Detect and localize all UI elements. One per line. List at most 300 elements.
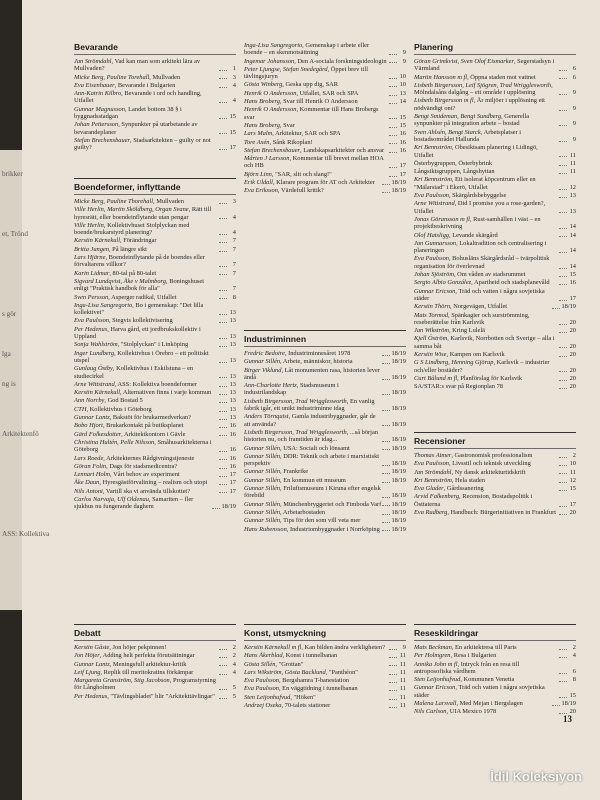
entry-page-number: 10	[569, 460, 576, 468]
entry-text	[244, 694, 388, 701]
dot-leader	[219, 133, 227, 134]
dot-leader	[382, 505, 390, 506]
author-separator: ,	[103, 454, 107, 462]
entry-author: Inga-Lisa Sangregorio	[244, 42, 303, 49]
index-entry	[414, 684, 576, 699]
entry-title: Bevarande i ord och handling, Utfallet	[74, 90, 202, 105]
entry-page-number: 15	[569, 485, 576, 493]
entry-title: Träd och vatten i några sovjetiska städer	[414, 684, 545, 699]
dot-leader	[559, 514, 567, 515]
entry-author: Erik Uldall	[244, 179, 273, 187]
entry-text	[244, 147, 388, 154]
author-separator: ,	[493, 359, 497, 367]
index-entry	[74, 270, 236, 277]
index-entry	[74, 381, 236, 388]
author-separator: ,	[105, 254, 109, 262]
entry-title: Rätt till hyresrätt, eller boendeinflytande utan pengar	[74, 206, 212, 221]
dot-leader	[219, 459, 227, 460]
dot-leader	[219, 290, 227, 291]
entry-title: Mullvaden	[156, 198, 184, 205]
entry-author: Eva Paulsson	[414, 460, 449, 468]
entry-author: Christina Hultén, Pelle Nilsson	[74, 438, 155, 446]
entry-author: Hans Rubensson	[244, 525, 287, 533]
author-separator: ,	[280, 485, 284, 493]
entry-title: Dags för stadsmedicentra?	[109, 462, 178, 470]
entry-page-number: 18/19	[391, 358, 406, 366]
author-separator: ,	[110, 471, 114, 479]
entry-page-number: 11	[399, 652, 406, 660]
dot-leader	[389, 95, 397, 96]
author-separator: ,	[114, 380, 118, 388]
index-entry	[414, 271, 576, 278]
entry-text	[414, 58, 558, 73]
index-entry	[74, 389, 236, 396]
entry-page-number: 6	[572, 73, 576, 81]
entry-page-number: 5	[232, 692, 236, 700]
entry-title: Förändringar	[123, 237, 157, 245]
author-separator: ,	[275, 660, 279, 668]
entry-text	[244, 413, 381, 428]
author-separator: ,	[280, 517, 284, 525]
entry-text	[74, 677, 218, 692]
entry-title: Geska upp dig, SAR	[285, 81, 339, 89]
author-separator: ,	[300, 146, 304, 154]
index-entry	[244, 453, 406, 468]
entry-title: Svar	[283, 121, 295, 129]
author-separator: ,	[86, 405, 90, 413]
entry-list	[74, 58, 236, 152]
entry-title: Rust-samhällen i väst – en projektbeskrivning	[414, 215, 541, 231]
author-separator: ,	[301, 644, 305, 651]
entry-title: Om våden av stadsrummet	[457, 271, 526, 279]
entry-page-number: 15	[229, 113, 236, 121]
entry-author: Eva Rudberg	[414, 509, 448, 517]
section-konst	[244, 624, 406, 710]
entry-author: G S Lindberg, Henning Gjörup	[414, 359, 494, 367]
entry-title: Österbygruppen, Österbybrink	[414, 159, 493, 167]
dot-leader	[559, 189, 567, 190]
entry-title: Kommentar till Hans Brobergs svar	[244, 106, 379, 121]
entry-author: Jan Gunnarsson	[414, 239, 457, 247]
dot-leader	[382, 514, 390, 515]
index-entry	[74, 350, 236, 365]
entry-text	[74, 389, 218, 396]
entry-author: Lars Roede	[74, 454, 104, 462]
index-entry	[414, 216, 576, 231]
author-separator: ,	[114, 349, 118, 357]
entry-text	[244, 350, 381, 357]
entry-title: Arbete, människor, historia	[282, 358, 353, 366]
entry-page-number: 20	[569, 374, 576, 382]
index-entry	[244, 98, 406, 105]
entry-page-number: 18/19	[561, 700, 576, 708]
author-separator: ,	[279, 121, 284, 129]
entry-text	[414, 255, 558, 270]
entry-text	[414, 477, 558, 484]
entry-title: "Tävlingsbladet" blir "Arkitekttävlingar"	[110, 692, 215, 700]
entry-page-number: 8	[232, 293, 236, 301]
entry-text	[74, 455, 218, 462]
entry-page-number: 14	[569, 262, 576, 270]
dot-leader	[559, 228, 567, 229]
dot-leader	[219, 266, 227, 267]
entry-page-number: 13	[229, 397, 236, 405]
dot-leader	[559, 380, 567, 381]
index-entry	[74, 58, 236, 73]
entry-title: Den A-sociala forskningsideologin	[297, 57, 387, 65]
entry-page-number: 18/19	[391, 476, 406, 484]
entry-text	[414, 684, 558, 699]
entry-text	[244, 42, 388, 57]
index-entry	[414, 383, 576, 390]
index-entry	[244, 382, 406, 397]
section-continued	[244, 42, 406, 196]
entry-text	[414, 485, 558, 492]
entry-text	[74, 693, 218, 700]
index-entry	[244, 477, 406, 484]
entry-text	[74, 302, 218, 317]
section-heading: Reseskildringar	[414, 628, 576, 641]
entry-page-number: 11	[399, 668, 406, 676]
entry-author: Nils Carlson	[414, 708, 447, 716]
entry-page-number: 14	[569, 223, 576, 231]
entry-text	[74, 106, 218, 121]
dot-leader	[559, 482, 567, 483]
index-entry	[414, 493, 576, 508]
entry-page-number: 2	[232, 644, 236, 651]
entry-title: Gastronomisk professionalism	[454, 452, 533, 459]
dot-leader	[552, 308, 560, 309]
entry-author: Jon Höjer	[74, 652, 100, 660]
dot-leader	[219, 435, 227, 436]
author-separator: ,	[448, 327, 453, 335]
author-separator: ,	[280, 508, 283, 516]
entry-author: Mats Beckman	[414, 644, 452, 651]
entry-text	[74, 222, 218, 237]
entry-page-number: 18/19	[221, 503, 236, 511]
index-entry	[244, 485, 406, 500]
entry-text	[244, 468, 381, 475]
dot-leader	[389, 118, 397, 119]
entry-author: Fredric Bedoire	[244, 350, 285, 357]
entry-page-number: 12	[569, 476, 576, 484]
dot-leader	[389, 657, 397, 658]
entry-author: Olof Hatsligg	[414, 231, 449, 239]
index-entry	[74, 294, 236, 301]
entry-text	[244, 66, 388, 81]
entry-page-number: 9	[402, 644, 406, 651]
dot-leader	[559, 697, 567, 698]
entry-title: Stegvis kollektivisering	[112, 317, 173, 325]
entry-text	[414, 375, 558, 382]
entry-page-number: 13	[229, 380, 236, 388]
index-entry	[244, 517, 406, 524]
entry-page-number: 18/19	[391, 492, 406, 500]
section-heading: Debatt	[74, 628, 236, 641]
entry-author: Mats Tormod	[414, 311, 449, 319]
entry-author: Ann-Katrin Kilbro	[74, 90, 122, 98]
dot-leader	[389, 707, 397, 708]
author-separator: ,	[280, 468, 284, 476]
entry-author: Gunnar Sillén	[244, 476, 281, 484]
entry-text	[74, 317, 218, 324]
dot-leader	[559, 70, 567, 71]
entry-page-number: 20	[569, 327, 576, 335]
entry-title: Industriombyggnader i Norrköping	[289, 525, 380, 533]
section-heading: Planering	[414, 42, 576, 55]
entry-text	[244, 358, 381, 365]
index-entry	[74, 414, 236, 421]
entry-text	[414, 460, 558, 467]
index-entry	[414, 288, 576, 303]
section-heading: Recensioner	[414, 436, 576, 449]
entry-author: Sergio Albio González	[414, 279, 472, 287]
author-separator: ,	[102, 422, 107, 430]
entry-page-number: 4	[232, 660, 236, 668]
entry-title: Vartill ska vi använda tillskottet?	[105, 487, 191, 495]
entry-page-number: 4	[572, 652, 576, 660]
entry-author: Birger Viklund	[244, 366, 282, 374]
entry-text	[414, 351, 558, 358]
entry-page-number: 18/19	[561, 303, 576, 311]
entry-title: Resa i Bulgarien	[453, 652, 497, 660]
entry-author: Martin Hansson m fl	[414, 73, 468, 81]
entry-author: Gösta Sillén	[244, 660, 276, 668]
entry-title: Recension, Bostadspolitik i Östtaterna	[414, 493, 533, 508]
entry-title: Norgevägen, Utfallet	[453, 303, 508, 311]
index-entry	[74, 397, 236, 404]
dot-leader	[219, 484, 227, 485]
index-entry	[244, 644, 406, 651]
entry-text	[414, 303, 551, 310]
entry-page-number: 3	[232, 198, 236, 205]
author-separator: ,	[280, 500, 284, 508]
entry-title: Kan bilden ändra verkligheten?	[304, 644, 385, 651]
dot-leader	[219, 251, 227, 252]
entry-page-number: 9	[402, 57, 406, 65]
entry-author: CTH	[74, 405, 87, 413]
entry-page-number: 15	[569, 691, 576, 699]
entry-title: "SAR, slit och slang!"	[275, 170, 332, 178]
index-entry	[244, 358, 406, 365]
dot-leader	[559, 681, 567, 682]
entry-author: Sten Leijonhufvud	[244, 693, 291, 701]
author-separator: ,	[446, 350, 450, 358]
author-separator: ,	[279, 98, 284, 106]
entry-title: På längre sikt	[112, 245, 147, 253]
entry-text	[74, 294, 218, 301]
entry-page-number: 11	[399, 677, 406, 685]
entry-list	[244, 350, 406, 533]
entry-author: Malena Larsvall	[414, 700, 457, 708]
entry-text	[414, 708, 558, 715]
dot-leader	[389, 127, 397, 128]
author-separator: ,	[111, 58, 115, 65]
author-separator: ,	[107, 325, 111, 333]
author-separator: ,	[109, 644, 113, 651]
entry-author: Micke Berg, Pauline Torehall	[74, 73, 150, 81]
entry-text	[74, 381, 218, 388]
entry-text	[244, 367, 381, 382]
entry-title: Vårt behov av experiment	[113, 471, 180, 479]
dot-leader	[389, 78, 397, 79]
author-separator: ,	[281, 702, 285, 710]
index-entry	[74, 326, 236, 341]
entry-page-number: 17	[229, 487, 236, 495]
entry-text	[74, 90, 218, 105]
entry-page-number: 1	[232, 65, 236, 73]
dot-leader	[389, 103, 397, 104]
entry-text	[74, 471, 218, 478]
entry-title: Meningsfull arkitektur-kritik	[112, 660, 187, 668]
dot-leader	[559, 284, 567, 285]
dot-leader	[559, 388, 567, 389]
entry-text	[74, 137, 218, 152]
bleed-text: Arkitektenfö	[2, 430, 39, 438]
entry-page-number: 10	[399, 81, 406, 89]
entry-text	[244, 644, 388, 651]
dot-leader	[219, 427, 227, 428]
dot-leader	[219, 657, 227, 658]
dot-leader	[219, 492, 227, 493]
entry-text	[414, 469, 558, 476]
entry-text	[244, 155, 388, 170]
dot-leader	[559, 371, 567, 372]
entry-title: Bo i gemenskap: "Det lilla kollektivet"	[74, 301, 204, 317]
dot-leader	[382, 441, 390, 442]
author-separator: ,	[327, 65, 331, 73]
entry-page-number: 18/19	[391, 187, 406, 195]
entry-page-number: 16	[399, 146, 406, 154]
dot-leader	[219, 362, 227, 363]
entry-text	[74, 422, 218, 429]
entry-text	[414, 312, 558, 327]
section-heading: Bevarande	[74, 42, 236, 55]
index-entry	[74, 90, 236, 105]
entry-title: Sånk Rikoplan!	[272, 138, 313, 146]
entry-page-number: 13	[229, 356, 236, 364]
author-separator: ,	[280, 358, 283, 366]
index-entry	[244, 155, 406, 170]
entry-page-number: 18/19	[391, 525, 406, 533]
section-heading: Industriminnen	[244, 334, 406, 347]
author-separator: ,	[124, 105, 129, 113]
entry-author: Karin Lidmar	[74, 269, 110, 277]
entry-page-number: 9	[402, 49, 406, 57]
dot-leader	[382, 522, 390, 523]
index-entry	[414, 113, 576, 128]
page-number: 13	[563, 714, 572, 724]
dot-leader	[219, 665, 227, 666]
entry-page-number: 15	[399, 121, 406, 129]
entry-text	[244, 139, 388, 146]
entry-author: Lars Hjärne	[74, 254, 106, 262]
entry-title: Karlsvik, Norrbotten och Sverige – alla i samma båt	[414, 335, 555, 350]
section-industriminnen	[244, 330, 406, 534]
entry-author: Per Holmgren	[414, 652, 451, 660]
entry-page-number: 17	[229, 471, 236, 479]
index-entry	[414, 168, 576, 175]
entry-text	[414, 676, 558, 683]
index-entry	[244, 694, 406, 701]
entry-title: Handbuch: Bürgerinitiativen in Frankfurt	[450, 509, 556, 517]
author-separator: ,	[153, 198, 157, 205]
entry-author: Lennart Holm	[74, 471, 111, 479]
entry-title: ASS: Kollektiva boendeformer	[117, 380, 198, 388]
entry-author: Gunnar Lantz	[74, 660, 110, 668]
author-separator: ,	[456, 700, 460, 708]
entry-author: Inger Lundberg	[74, 349, 115, 357]
entry-title: "Stolplyckan" i Linköping	[120, 341, 189, 349]
dot-leader	[559, 324, 567, 325]
index-entry	[414, 312, 576, 327]
index-entry	[414, 58, 576, 73]
entry-page-number: 15	[229, 128, 236, 136]
entry-text	[244, 130, 388, 137]
dot-leader	[382, 394, 390, 395]
section-debatt	[74, 624, 236, 701]
index-entry	[74, 222, 236, 237]
entry-author: Tore Axén	[244, 138, 270, 146]
dot-leader	[219, 476, 227, 477]
entry-page-number: 14	[569, 247, 576, 255]
entry-page-number: 16	[229, 454, 236, 462]
entry-author: Eva Paulsson	[244, 685, 279, 693]
entry-page-number: 16	[229, 430, 236, 438]
dot-leader	[559, 490, 567, 491]
entry-title: Med Mejan i Bergslagen	[459, 700, 523, 708]
dot-leader	[219, 102, 227, 103]
section-heading: Boendeformer, inflyttande	[74, 182, 236, 195]
entry-page-number: 11	[569, 151, 576, 159]
entry-author: Ville Herlin	[74, 221, 104, 229]
entry-author: Per Hedenus	[74, 692, 108, 700]
author-separator: ,	[446, 708, 450, 716]
author-separator: ,	[169, 677, 173, 685]
entry-page-number: 4	[232, 229, 236, 237]
entry-page-number: 9	[572, 135, 576, 143]
dot-leader	[389, 690, 397, 691]
entry-text	[414, 144, 558, 159]
entry-author: Bobo Hjort	[74, 422, 103, 430]
entry-title: ...så början historien nu, och framtiden är idag...	[244, 428, 378, 444]
dot-leader	[219, 411, 227, 412]
author-separator: ,	[271, 170, 276, 178]
entry-text	[74, 397, 218, 404]
entry-page-number: 18/19	[391, 500, 406, 508]
index-entry	[414, 452, 576, 459]
entry-page-number: 9	[572, 120, 576, 128]
index-entry	[74, 455, 236, 462]
index-entry	[414, 485, 576, 492]
entry-page-number: 20	[569, 350, 576, 358]
entry-author: Gunnar Sillén	[244, 444, 281, 452]
author-separator: ,	[302, 42, 306, 49]
entry-author: Sigvard Lundqvist, Åke v Malmborg	[74, 277, 166, 285]
entry-title: En kommun ett museum	[283, 476, 346, 484]
entry-text	[244, 652, 388, 659]
entry-text	[74, 414, 218, 421]
entry-page-number: 2	[232, 652, 236, 660]
dot-leader	[219, 149, 227, 150]
author-separator: ,	[109, 269, 113, 277]
dot-leader	[219, 386, 227, 387]
entry-text	[74, 365, 218, 380]
entry-list	[414, 58, 576, 390]
author-separator: ,	[106, 462, 110, 470]
entry-author: Kerstin Kärnekull	[74, 237, 120, 245]
dot-leader	[559, 300, 567, 301]
